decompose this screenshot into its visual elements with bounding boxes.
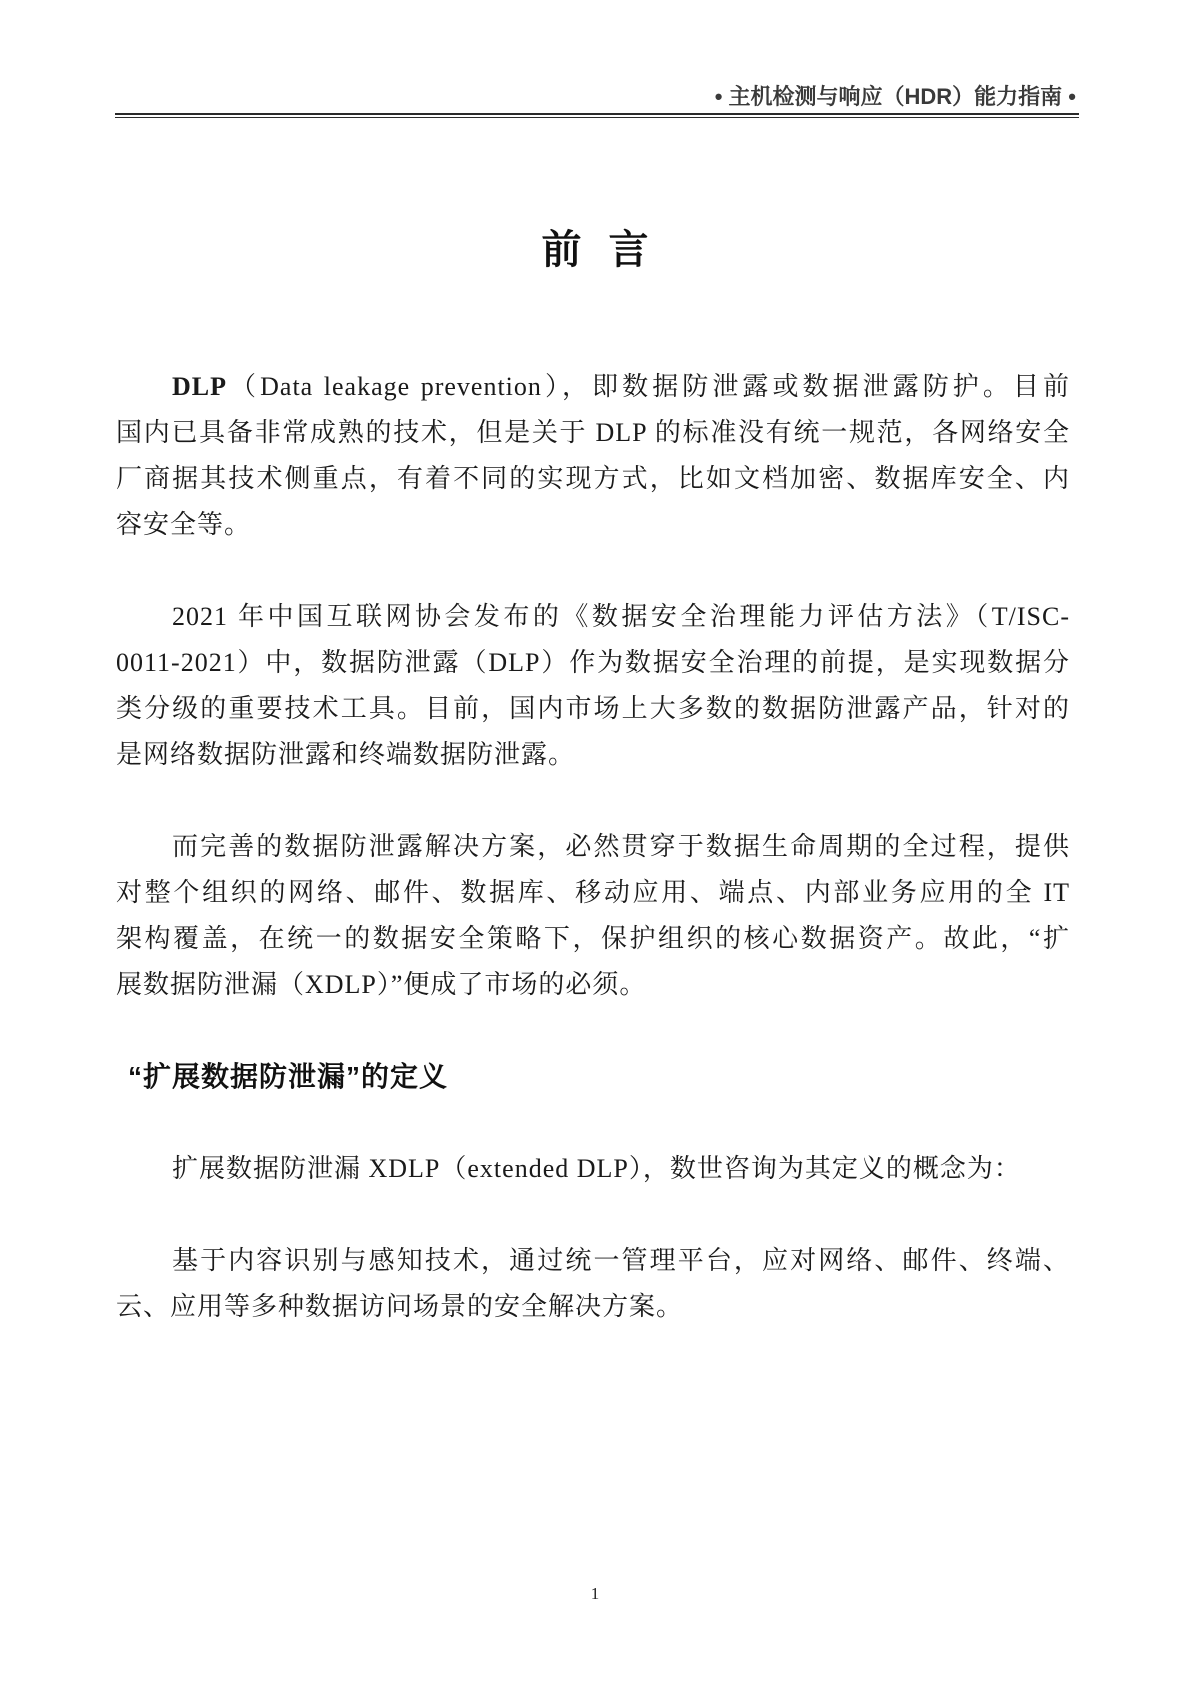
paragraph-line: 厂商据其技术侧重点，有着不同的实现方式，比如文档加密、数据库安全、内	[116, 464, 1070, 493]
paragraph-line: 是网络数据防泄露和终端数据防泄露。	[116, 740, 576, 769]
running-header: • 主机检测与响应（HDR）能力指南 •	[714, 84, 1076, 109]
body-text	[116, 364, 1070, 1376]
page-title: 前 言	[541, 228, 649, 272]
paragraph-line: 2021 年中国互联网协会发布的《数据安全治理能力评估方法》（T/ISC-	[172, 602, 1070, 631]
paragraph-1	[116, 364, 1070, 548]
paragraph-line: 云、应用等多种数据访问场景的安全解决方案。	[116, 1292, 684, 1321]
paragraph-line	[116, 364, 1070, 410]
paragraph-line: 容安全等。	[116, 510, 252, 539]
header-rule-thin	[115, 117, 1079, 118]
section-heading: “扩展数据防泄漏”的定义	[128, 1061, 449, 1092]
paragraph-5	[116, 1238, 1070, 1330]
lead-term: DLP	[172, 372, 227, 401]
paragraph-3	[116, 824, 1070, 1008]
paragraph-line: 基于内容识别与感知技术，通过统一管理平台，应对网络、邮件、终端、	[172, 1246, 1070, 1275]
paragraph-2	[116, 594, 1070, 778]
paragraph-line: 对整个组织的网络、邮件、数据库、移动应用、端点、内部业务应用的全 IT	[116, 878, 1070, 907]
paragraph-line: 0011-2021）中，数据防泄露（DLP）作为数据安全治理的前提，是实现数据分	[116, 648, 1070, 677]
paragraph-line-text: （Data leakage prevention），即数据防泄露或数据泄露防护。目前	[227, 372, 1070, 401]
paragraph-line: 类分级的重要技术工具。目前，国内市场上大多数的数据防泄露产品，针对的	[116, 694, 1070, 723]
header-rule	[115, 113, 1079, 115]
paragraph-line: 而完善的数据防泄露解决方案，必然贯穿于数据生命周期的全过程，提供	[172, 832, 1070, 861]
paragraph-line: 国内已具备非常成熟的技术，但是关于 DLP 的标准没有统一规范，各网络安全	[116, 418, 1070, 447]
paragraph-line: 扩展数据防泄漏 XDLP（extended DLP），数世咨询为其定义的概念为：	[172, 1154, 1021, 1183]
page-number: 1	[590, 1584, 600, 1603]
paragraph-line: 展数据防泄漏（XDLP）”便成了市场的必须。	[116, 970, 647, 999]
paragraph-4	[116, 1146, 1070, 1192]
paragraph-line: 架构覆盖，在统一的数据安全策略下，保护组织的核心数据资产。故此，“扩	[116, 924, 1070, 953]
